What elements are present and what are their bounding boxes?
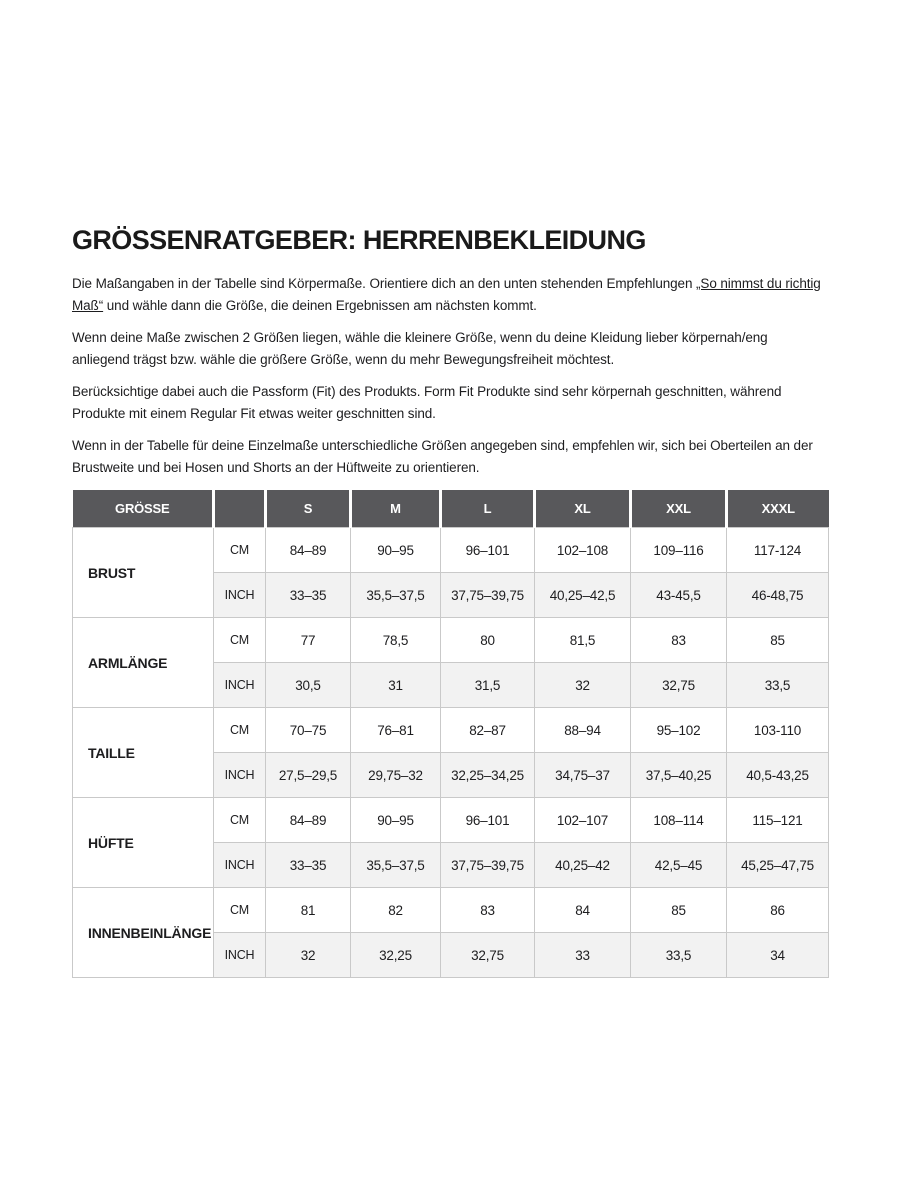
size-header-xl: XL (535, 490, 631, 528)
measure-row-cm (73, 798, 829, 843)
unit-cell-cm: CM (214, 888, 266, 933)
size-value-cell: 90–95 (351, 798, 441, 843)
size-value-cell: 103-110 (727, 708, 829, 753)
size-table-header-row (73, 490, 829, 528)
size-value-cell: 45,25–47,75 (727, 843, 829, 888)
size-value-cell: 96–101 (441, 798, 535, 843)
size-value-cell: 37,75–39,75 (441, 843, 535, 888)
size-value-cell: 81,5 (535, 618, 631, 663)
size-value-cell: 96–101 (441, 528, 535, 573)
size-value-cell: 34 (727, 933, 829, 978)
size-value-cell: 37,75–39,75 (441, 573, 535, 618)
size-value-cell: 32 (266, 933, 351, 978)
size-value-cell: 43-45,5 (631, 573, 727, 618)
size-value-cell: 40,25–42 (535, 843, 631, 888)
page-title: GRÖSSENRATGEBER: HERRENBEKLEIDUNG (72, 225, 646, 255)
size-value-cell: 42,5–45 (631, 843, 727, 888)
size-header-l: L (441, 490, 535, 528)
size-value-cell: 37,5–40,25 (631, 753, 727, 798)
measure-label: TAILLE (73, 708, 214, 798)
size-value-cell: 84–89 (266, 528, 351, 573)
size-value-cell: 86 (727, 888, 829, 933)
size-value-cell: 29,75–32 (351, 753, 441, 798)
size-value-cell: 33,5 (727, 663, 829, 708)
size-value-cell: 76–81 (351, 708, 441, 753)
size-value-cell: 31 (351, 663, 441, 708)
intro-text-after: und wähle dann die Größe, die deinen Ergebnissen am nächsten kommt. (103, 298, 537, 314)
size-value-cell: 32,75 (631, 663, 727, 708)
size-table-body (73, 528, 829, 978)
size-table (72, 490, 829, 978)
size-value-cell: 82 (351, 888, 441, 933)
size-value-cell: 81 (266, 888, 351, 933)
unit-cell-cm: CM (214, 708, 266, 753)
size-value-cell: 40,5-43,25 (727, 753, 829, 798)
size-header-s: S (266, 490, 351, 528)
measure-row-cm (73, 528, 829, 573)
size-value-cell: 31,5 (441, 663, 535, 708)
paragraph-fit-info: Berücksichtige dabei auch die Passform (Fit) des Produkts. Form Fit Produkte sind sehr körpernah geschnitten, während Produkte mit einem Regular Fit etwas weiter geschnitten sind. (72, 384, 782, 422)
measure-row-cm (73, 708, 829, 753)
size-value-cell: 32 (535, 663, 631, 708)
measure-label: BRUST (73, 528, 214, 618)
size-value-cell: 70–75 (266, 708, 351, 753)
size-value-cell: 102–108 (535, 528, 631, 573)
size-value-cell: 85 (631, 888, 727, 933)
size-value-cell: 33–35 (266, 573, 351, 618)
size-value-cell: 108–114 (631, 798, 727, 843)
size-value-cell: 30,5 (266, 663, 351, 708)
unit-cell-inch: INCH (214, 933, 266, 978)
size-header-xxl: XXL (631, 490, 727, 528)
intro-paragraph (72, 273, 828, 317)
unit-cell-inch: INCH (214, 573, 266, 618)
unit-cell-cm: CM (214, 798, 266, 843)
size-value-cell: 80 (441, 618, 535, 663)
size-value-cell: 46-48,75 (727, 573, 829, 618)
size-value-cell: 83 (441, 888, 535, 933)
size-value-cell: 33 (535, 933, 631, 978)
unit-column-header (214, 490, 266, 528)
unit-cell-cm: CM (214, 528, 266, 573)
size-value-cell: 115–121 (727, 798, 829, 843)
size-value-cell: 78,5 (351, 618, 441, 663)
unit-cell-cm: CM (214, 618, 266, 663)
size-value-cell: 77 (266, 618, 351, 663)
size-column-header: GRÖSSE (73, 490, 214, 528)
size-header-xxxl: XXXL (727, 490, 829, 528)
size-header-m: M (351, 490, 441, 528)
size-value-cell: 82–87 (441, 708, 535, 753)
size-value-cell: 34,75–37 (535, 753, 631, 798)
measure-label: INNENBEINLÄNGE (73, 888, 214, 978)
size-table-header (73, 490, 829, 528)
size-value-cell: 117-124 (727, 528, 829, 573)
measure-label: HÜFTE (73, 798, 214, 888)
size-value-cell: 32,75 (441, 933, 535, 978)
unit-cell-inch: INCH (214, 843, 266, 888)
size-value-cell: 32,25–34,25 (441, 753, 535, 798)
size-value-cell: 83 (631, 618, 727, 663)
intro-text-before: Die Maßangaben in der Tabelle sind Körpermaße. Orientiere dich an den unten stehenden Empfehlungen (72, 276, 697, 292)
size-value-cell: 84 (535, 888, 631, 933)
paragraph-recommendation: Wenn in der Tabelle für deine Einzelmaße unterschiedliche Größen angegeben sind, empfehlen wir, sich bei Oberteilen an der Brustweite und bei Hosen und Shorts an der Hüftweite zu orientieren. (72, 438, 813, 476)
measure-guide-link[interactable]: „So nimmst du richtig Maß“ (72, 276, 821, 314)
measure-row-cm (73, 618, 829, 663)
size-value-cell: 109–116 (631, 528, 727, 573)
size-value-cell: 102–107 (535, 798, 631, 843)
measure-label: ARMLÄNGE (73, 618, 214, 708)
unit-cell-inch: INCH (214, 663, 266, 708)
size-value-cell: 95–102 (631, 708, 727, 753)
measure-row-cm (73, 888, 829, 933)
unit-cell-inch: INCH (214, 753, 266, 798)
size-value-cell: 85 (727, 618, 829, 663)
size-value-cell: 33–35 (266, 843, 351, 888)
size-value-cell: 40,25–42,5 (535, 573, 631, 618)
size-value-cell: 88–94 (535, 708, 631, 753)
size-value-cell: 90–95 (351, 528, 441, 573)
size-value-cell: 33,5 (631, 933, 727, 978)
size-value-cell: 27,5–29,5 (266, 753, 351, 798)
size-value-cell: 35,5–37,5 (351, 843, 441, 888)
size-value-cell: 35,5–37,5 (351, 573, 441, 618)
size-value-cell: 32,25 (351, 933, 441, 978)
paragraph-size-between: Wenn deine Maße zwischen 2 Größen liegen, wähle die kleinere Größe, wenn du deine Kleidung lieber körpernah/eng anliegend trägst bzw. wähle die größere Größe, wenn du mehr Bewegungsfreiheit möchtest. (72, 330, 768, 368)
size-value-cell: 84–89 (266, 798, 351, 843)
